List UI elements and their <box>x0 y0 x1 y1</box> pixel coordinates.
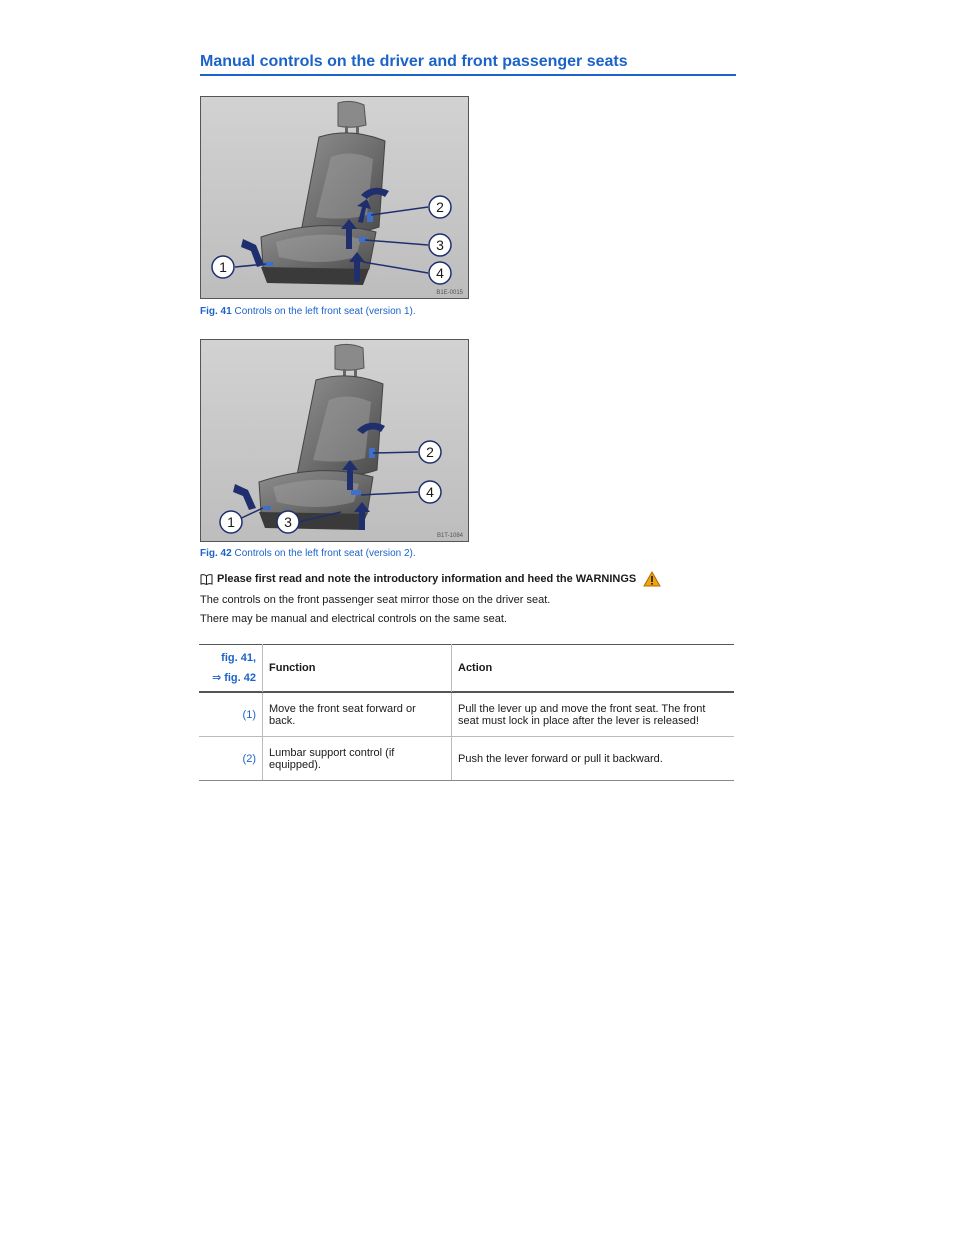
headrest <box>338 101 366 127</box>
figure-code: B1T-1084 <box>436 533 463 539</box>
headrest <box>335 344 364 370</box>
figure-41-caption <box>200 306 416 317</box>
seat-illustration-v1 <box>201 97 468 298</box>
header-action: Action <box>458 662 493 674</box>
section-title: Manual controls on the driver and front passenger seats <box>200 53 736 76</box>
figure-code: B1E-0015 <box>436 290 463 296</box>
row-ref[interactable]: (2) <box>199 737 263 781</box>
svg-text:4: 4 <box>436 265 444 281</box>
svg-text:3: 3 <box>436 237 444 253</box>
row-action: Pull the lever up and move the front seat. The front seat must lock in place after the lever is released! <box>452 693 735 737</box>
callout-1 <box>220 511 242 533</box>
intro-text: Please first read and note the introductory information and heed the WARNINGS <box>217 573 637 585</box>
svg-text:3: 3 <box>284 514 292 530</box>
book-icon <box>200 574 213 585</box>
header-figure-ref <box>199 645 263 692</box>
callout-4 <box>429 262 451 284</box>
controls-table <box>199 644 734 781</box>
callout-3 <box>277 511 299 533</box>
warning-icon[interactable] <box>643 571 661 587</box>
callout-2 <box>429 196 451 218</box>
figure-label: Fig. 41 <box>200 306 232 317</box>
table-header-row <box>199 645 734 692</box>
row-function: Lumbar support control (if equipped). <box>263 737 452 781</box>
table-row <box>199 737 734 781</box>
figure-42-seat-illustration <box>200 339 469 542</box>
svg-text:2: 2 <box>436 199 444 215</box>
svg-text:2: 2 <box>426 444 434 460</box>
seat-illustration-v2 <box>201 340 468 541</box>
callout-3 <box>429 234 451 256</box>
paragraph-mirror: The controls on the front passenger seat mirror those on the driver seat. <box>200 594 551 606</box>
header-function: Function <box>263 645 452 692</box>
row-action: Push the lever forward or pull it backward. <box>452 737 735 781</box>
figure-42-link[interactable]: ⇒ fig. 42 <box>211 672 256 684</box>
intro-note <box>200 571 661 587</box>
figure-label: Fig. 42 <box>200 548 232 559</box>
figure-caption-text: Controls on the left front seat (version 2). <box>234 548 416 559</box>
callout-4 <box>419 481 441 503</box>
svg-text:4: 4 <box>426 484 434 500</box>
row-ref[interactable]: (1) <box>199 693 263 737</box>
paragraph-mixed-controls: There may be manual and electrical controls on the same seat. <box>200 613 507 625</box>
row-function: Move the front seat forward or back. <box>263 693 452 737</box>
figure-41-seat-illustration <box>200 96 469 299</box>
figure-42-caption <box>200 548 416 559</box>
svg-text:1: 1 <box>227 514 235 530</box>
callout-2 <box>419 441 441 463</box>
figure-caption-text: Controls on the left front seat (version 1). <box>234 306 416 317</box>
callout-1 <box>212 256 234 278</box>
table-row <box>199 693 734 737</box>
svg-text:1: 1 <box>219 259 227 275</box>
figure-41-link[interactable]: fig. 41, <box>221 652 256 664</box>
